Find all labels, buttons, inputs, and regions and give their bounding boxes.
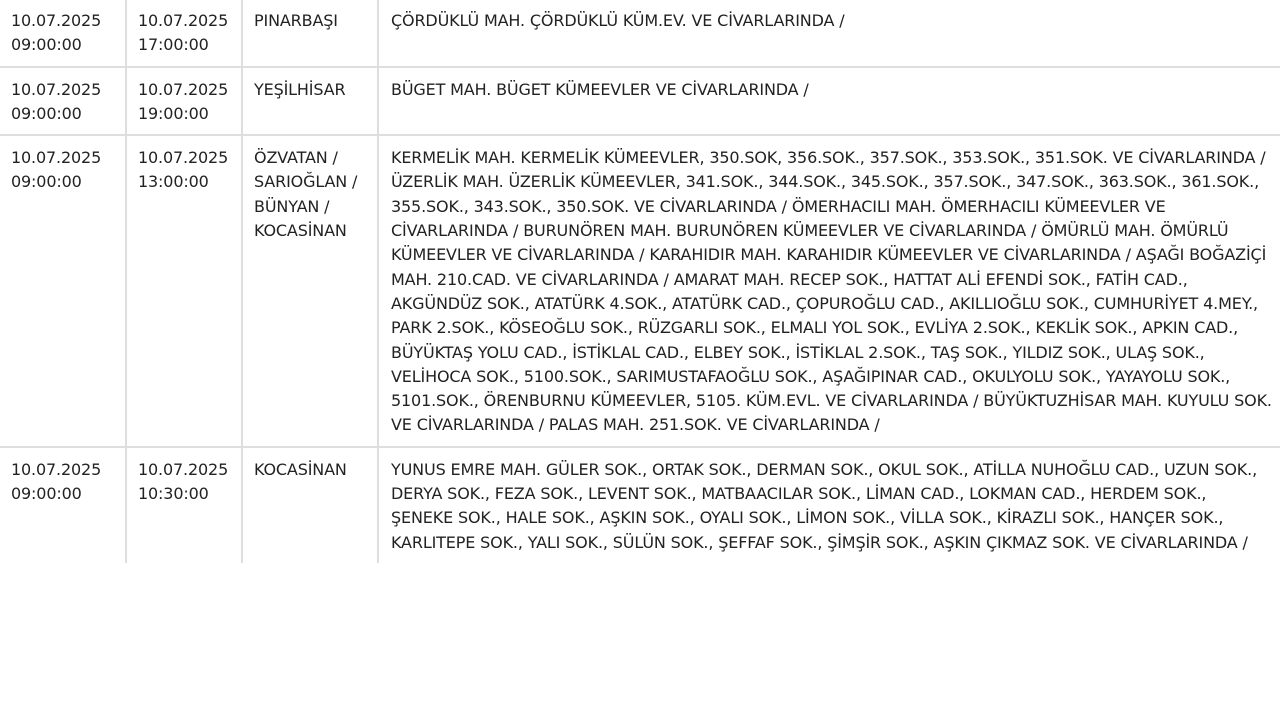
areas-cell: BÜGET MAH. BÜGET KÜMEEVLER VE CİVARLARINDA /	[378, 67, 1280, 136]
table-row	[0, 0, 1280, 67]
start-cell	[0, 67, 126, 136]
areas-cell: YUNUS EMRE MAH. GÜLER SOK., ORTAK SOK., DERMAN SOK., OKUL SOK., ATİLLA NUHOĞLU CAD., UZUN SOK., DERYA SOK., FEZA SOK., LEVENT SOK., MATBAACILAR SOK., LİMAN CAD., LOKMAN CAD., HERDEM SOK., ŞENEKE SOK., HALE SOK., AŞKIN SOK., OYALI SOK., LİMON SOK., VİLLA SOK., KİRAZLI SOK., HANÇER SOK., KARLITEPE SOK., YALI SOK., SÜLÜN SOK., ŞEFFAF SOK., ŞİMŞİR SOK., AŞKIN ÇIKMAZ SOK. VE CİVARLARINDA /	[378, 447, 1280, 563]
district-cell: YEŞİLHİSAR	[242, 67, 378, 136]
start-time: 09:00:00	[11, 484, 82, 504]
end-time: 19:00:00	[138, 103, 209, 123]
end-cell	[126, 0, 242, 67]
district-cell: ÖZVATAN / SARIOĞLAN / BÜNYAN / KOCASİNAN	[242, 135, 378, 447]
end-date: 10.07.2025	[138, 148, 229, 168]
district-cell: PINARBAŞI	[242, 0, 378, 67]
start-cell	[0, 135, 126, 447]
end-date: 10.07.2025	[138, 79, 229, 99]
district-cell: KOCASİNAN	[242, 447, 378, 563]
table-row	[0, 135, 1280, 447]
start-time: 09:00:00	[11, 103, 82, 123]
start-time: 09:00:00	[11, 172, 82, 192]
end-date: 10.07.2025	[138, 459, 229, 479]
table-row	[0, 447, 1280, 563]
end-time: 17:00:00	[138, 35, 209, 55]
start-date: 10.07.2025	[11, 79, 102, 99]
end-cell	[126, 135, 242, 447]
start-date: 10.07.2025	[11, 459, 102, 479]
start-time: 09:00:00	[11, 35, 82, 55]
end-cell	[126, 447, 242, 563]
start-date: 10.07.2025	[11, 148, 102, 168]
table-row	[0, 67, 1280, 136]
start-cell	[0, 0, 126, 67]
end-time: 10:30:00	[138, 484, 209, 504]
start-date: 10.07.2025	[11, 11, 102, 30]
areas-cell: KERMELİK MAH. KERMELİK KÜMEEVLER, 350.SOK, 356.SOK., 357.SOK., 353.SOK., 351.SOK. VE CİVARLARINDA / ÜZERLİK MAH. ÜZERLİK KÜMEEVLER, 341.SOK., 344.SOK., 345.SOK., 357.SOK., 347.SOK., 363.SOK., 361.SOK., 355.SOK., 343.SOK., 350.SOK. VE CİVARLARINDA / ÖMERHACILI MAH. ÖMERHACILI KÜMEEVLER VE CİVARLARINDA / BURUNÖREN MAH. BURUNÖREN KÜMEEVLER VE CİVARLARINDA / ÖMÜRLÜ MAH. ÖMÜRLÜ KÜMEEVLER VE CİVARLARINDA / KARAHIDIR MAH. KARAHIDIR KÜMEEVLER VE CİVARLARINDA / AŞAĞI BOĞAZİÇİ MAH. 210.CAD. VE CİVARLARINDA / AMARAT MAH. RECEP SOK., HATTAT ALİ EFENDİ SOK., FATİH CAD., AKGÜNDÜZ SOK., ATATÜRK 4.SOK., ATATÜRK CAD., ÇOPUROĞLU CAD., AKILLIOĞLU SOK., CUMHURİYET 4.MEY., PARK 2.SOK., KÖSEOĞLU SOK., RÜZGARLI SOK., ELMALI YOL SOK., EVLİYA 2.SOK., KEKLİK SOK., APKIN CAD., BÜYÜKTAŞ YOLU CAD., İSTİKLAL CAD., ELBEY SOK., İSTİKLAL 2.SOK., TAŞ SOK., YILDIZ SOK., ULAŞ SOK., VELİHOCA SOK., 5100.SOK., SARIMUSTAFAOĞLU SOK., AŞAĞIPINAR CAD., OKULYOLU SOK., YAYAYOLU SOK., 5101.SOK., ÖRENBURNU KÜMEEVLER, 5105. KÜM.EVL. VE CİVARLARINDA / BÜYÜKTUZHİSAR MAH. KUYULU SOK. VE CİVARLARINDA / PALAS MAH. 251.SOK. VE CİVARLARINDA /	[378, 135, 1280, 447]
areas-cell: ÇÖRDÜKLÜ MAH. ÇÖRDÜKLÜ KÜM.EV. VE CİVARLARINDA /	[378, 0, 1280, 67]
end-time: 13:00:00	[138, 172, 209, 192]
end-cell	[126, 67, 242, 136]
end-date: 10.07.2025	[138, 11, 229, 30]
start-cell	[0, 447, 126, 563]
